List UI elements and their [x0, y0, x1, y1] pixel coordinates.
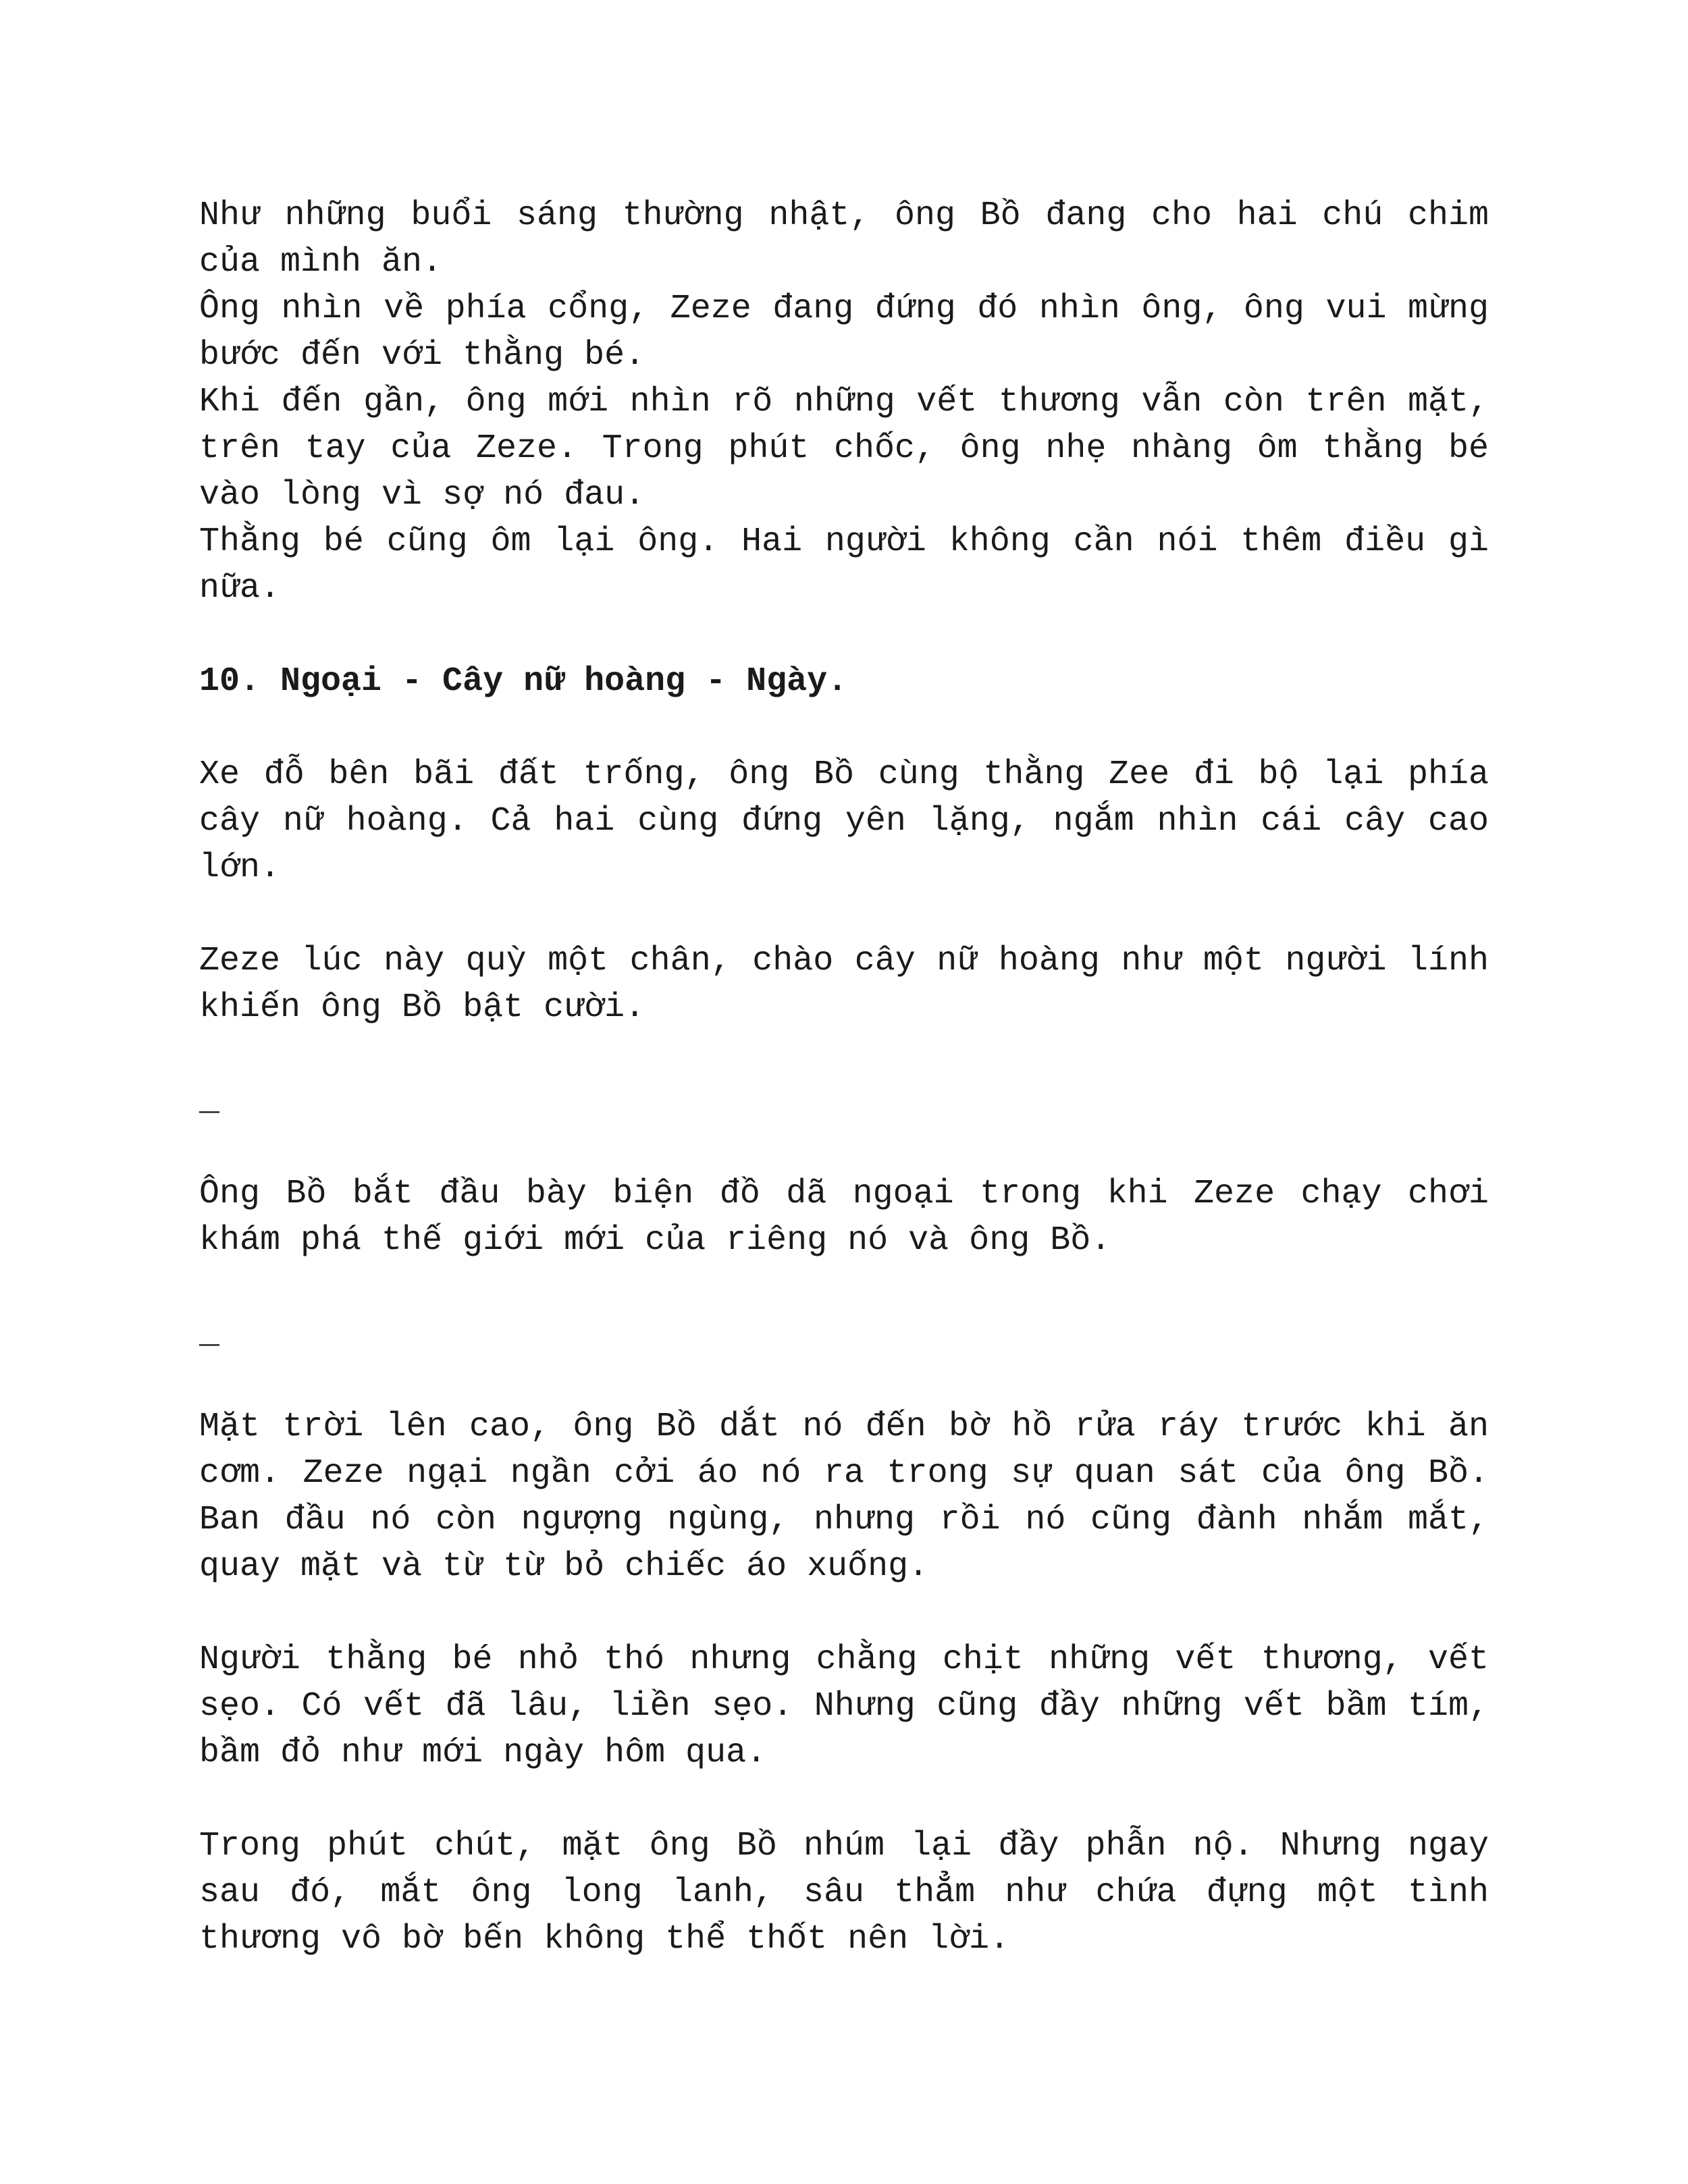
spacer [199, 1776, 1489, 1823]
document-body [199, 192, 1489, 1963]
spacer [199, 1031, 1489, 1077]
spacer [199, 612, 1489, 658]
paragraph-car-parked: Xe đỗ bên bãi đất trống, ông Bồ cùng thằng Zee đi bộ lại phía cây nữ hoàng. Cả hai cùng đứng yên lặng, ngắm nhìn cái cây cao lớn. [199, 755, 1489, 887]
section-separator: _ [199, 1314, 220, 1353]
spacer [199, 705, 1489, 751]
paragraph-gate: Ông nhìn về phía cổng, Zeze đang đứng đó nhìn ông, ông vui mừng bước đến với thằng bé. [199, 290, 1489, 375]
paragraph-noon-lake: Mặt trời lên cao, ông Bồ dắt nó đến bờ hồ rửa ráy trước khi ăn cơm. Zeze ngại ngần cởi áo nó ra trong sự quan sát của ông Bồ. Ban đầu nó còn ngượng ngùng, nhưng rồi nó cũng đành nhắm mắt, quay mặt và từ từ bỏ chiếc áo xuống. [199, 1408, 1489, 1586]
paragraph-morning: Như những buổi sáng thường nhật, ông Bồ đang cho hai chú chim của mình ăn. [199, 196, 1489, 282]
section-separator: _ [199, 1082, 220, 1120]
paragraph-hug: Thằng bé cũng ôm lại ông. Hai người không cần nói thêm điều gì nữa. [199, 523, 1489, 608]
spacer [199, 1124, 1489, 1171]
spacer [199, 1264, 1489, 1310]
paragraph-zeze-salute: Zeze lúc này quỳ một chân, chào cây nữ hoàng như một người lính khiến ông Bồ bật cười. [199, 942, 1489, 1027]
spacer [199, 1357, 1489, 1404]
paragraph-anger-tenderness: Trong phút chút, mặt ông Bồ nhúm lại đầy phẫn nộ. Nhưng ngay sau đó, mắt ông long lanh, sâu thẳm như chứa đựng một tình thương vô bờ bến không thể thốt nên lời. [199, 1827, 1489, 1959]
paragraph-wounds: Khi đến gần, ông mới nhìn rõ những vết thương vẫn còn trên mặt, trên tay của Zeze. Trong phút chốc, ông nhẹ nhàng ôm thằng bé vào lòng vì sợ nó đau. [199, 383, 1489, 514]
paragraph-scars: Người thằng bé nhỏ thó nhưng chằng chịt những vết thương, vết sẹo. Có vết đã lâu, liền sẹo. Nhưng cũng đầy những vết bầm tím, bầm đỏ như mới ngày hôm qua. [199, 1641, 1489, 1772]
spacer [199, 891, 1489, 938]
spacer [199, 1590, 1489, 1636]
scene-heading: 10. Ngoại - Cây nữ hoàng - Ngày. [199, 662, 848, 701]
paragraph-picnic-setup: Ông Bồ bắt đầu bày biện đồ dã ngoại trong khi Zeze chạy chơi khám phá thế giới mới của riêng nó và ông Bồ. [199, 1175, 1489, 1260]
